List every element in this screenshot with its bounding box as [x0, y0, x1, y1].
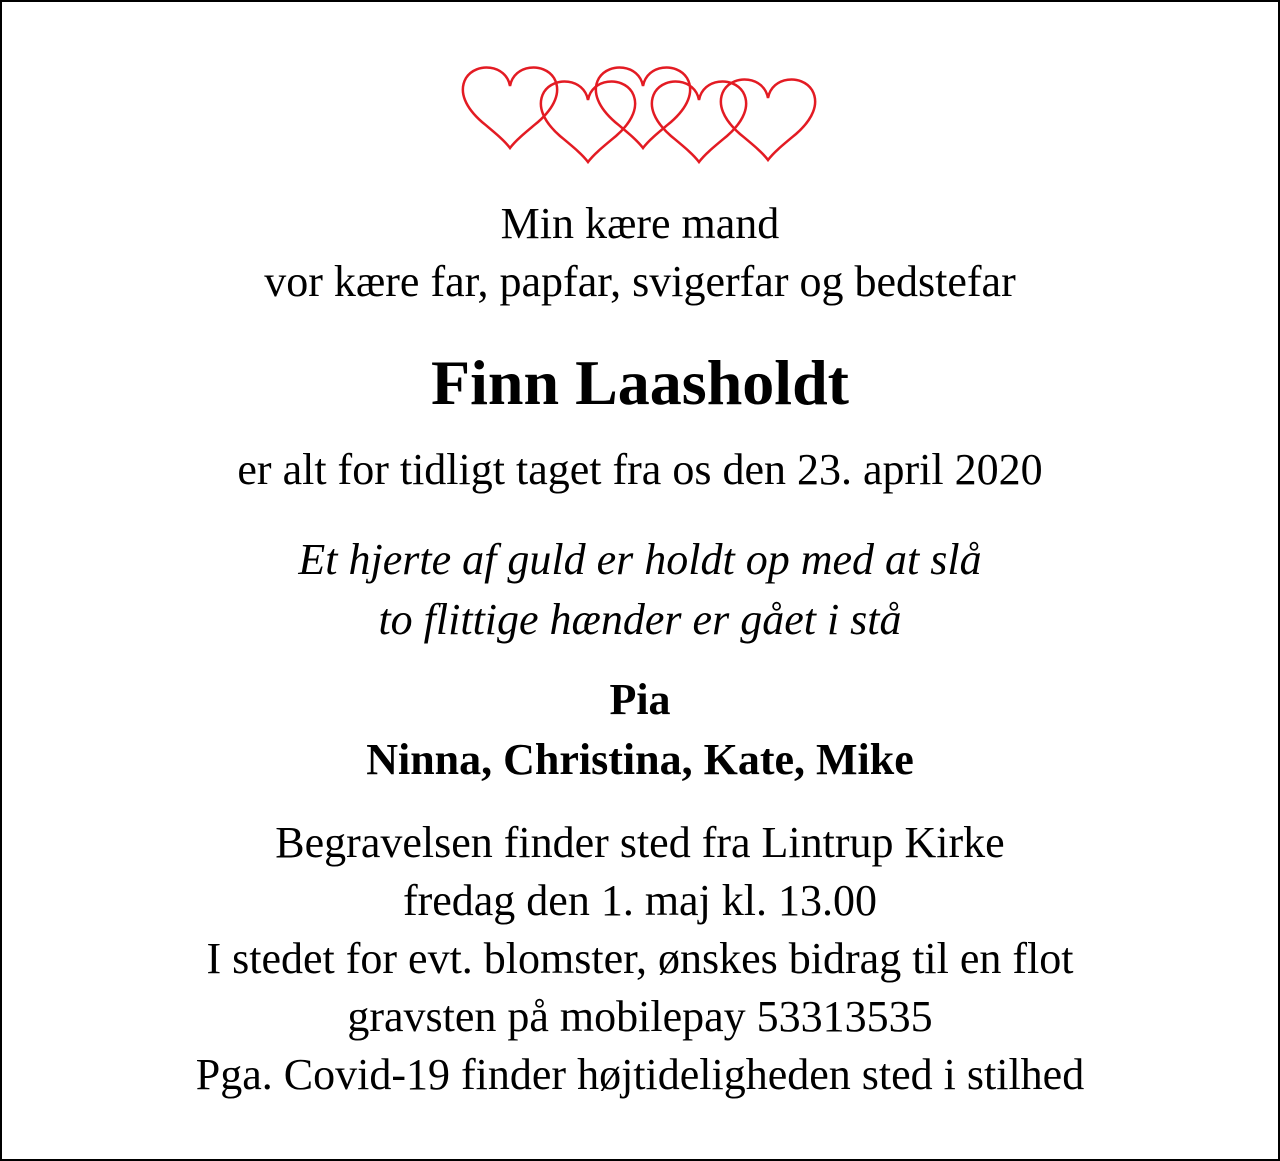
heart-1 — [463, 68, 557, 148]
verse — [0, 530, 1280, 650]
passing-date: er alt for tidligt taget fra os den 23. april 2020 — [237, 445, 1043, 494]
info-line-2: fredag den 1. maj kl. 13.00 — [402, 876, 878, 925]
family-line-1: Pia — [609, 675, 671, 724]
info-line-3: I stedet for evt. blomster, ønskes bidrag til en flot — [206, 934, 1074, 983]
heart-3 — [596, 68, 690, 148]
funeral-info — [0, 814, 1280, 1104]
intro-line-1: Min kære mand — [500, 199, 780, 248]
heart-2 — [541, 82, 635, 162]
heart-4 — [652, 82, 746, 162]
verse-line-2: to flittige hænder er gået i stå — [378, 595, 902, 644]
intro-text — [0, 195, 1280, 311]
verse-line-1: Et hjerte af guld er holdt op med at slå — [298, 535, 982, 584]
family-names — [0, 670, 1280, 790]
info-line-1: Begravelsen finder sted fra Lintrup Kirke — [275, 818, 1005, 867]
intro-line-2: vor kære far, papfar, svigerfar og bedstefar — [264, 257, 1016, 306]
info-line-5: Pga. Covid-19 finder højtideligheden sted i stilhed — [195, 1050, 1085, 1099]
deceased-name: Finn Laasholdt — [431, 347, 849, 418]
info-line-4: gravsten på mobilepay 53313535 — [347, 992, 933, 1041]
interlinked-hearts-icon — [455, 60, 825, 170]
heart-5 — [721, 80, 815, 160]
family-line-2: Ninna, Christina, Kate, Mike — [366, 735, 914, 784]
